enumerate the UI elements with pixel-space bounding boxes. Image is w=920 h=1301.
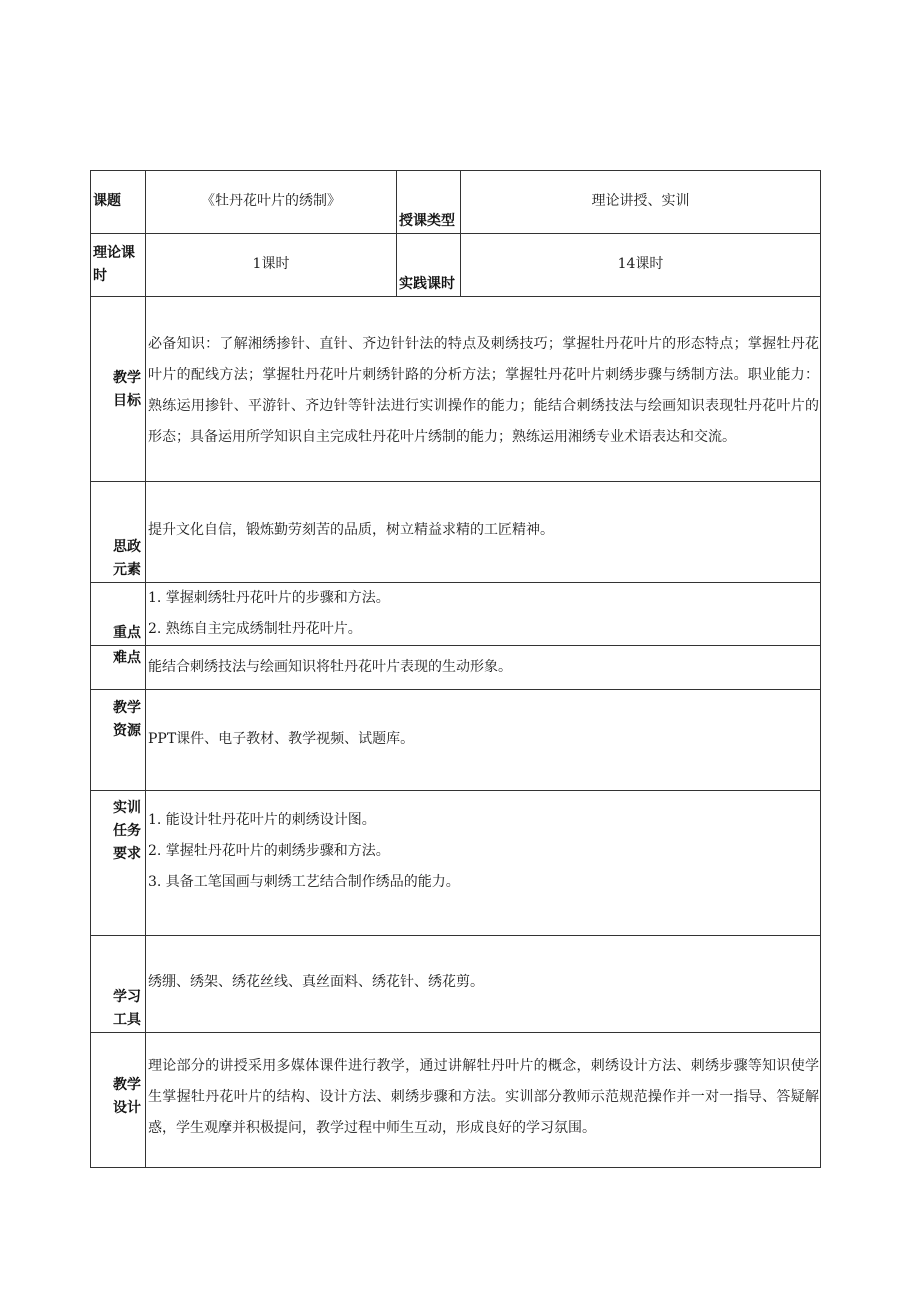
objectives-text: 必备知识：了解湘绣掺针、直针、齐边针针法的特点及刺绣技巧；掌握牡丹花叶片的形态特点；掌握牡丹花叶片的配线方法；掌握牡丹花叶片刺绣针路的分析方法；掌握牡丹花叶片刺绣步骤与绣制方法。职业能力：熟练运用掺针、平游针、齐边针等针法进行实训操作的能力；能结合刺绣技法与绘画知识表现牡丹花叶片的形态；具备运用所学知识自主完成牡丹花叶片绣制的能力；熟练运用湘绣专业术语表达和交流。 bbox=[148, 336, 819, 445]
resources-label-line1: 教学 bbox=[113, 700, 141, 716]
row-topic bbox=[91, 171, 821, 234]
design-content bbox=[146, 1033, 821, 1168]
key-point-item-1: 1. 掌握刺绣牡丹花叶片的步骤和方法。 bbox=[148, 590, 390, 606]
training-item-2: 2. 掌握牡丹花叶片的刺绣步骤和方法。 bbox=[148, 843, 390, 859]
resources-label bbox=[91, 690, 146, 791]
tools-label-line2: 工具 bbox=[113, 1012, 141, 1028]
design-label-line2: 设计 bbox=[113, 1100, 141, 1116]
training-item-3: 3. 具备工笔国画与刺绣工艺结合制作绣品的能力。 bbox=[148, 874, 460, 890]
training-content bbox=[146, 791, 821, 936]
ideology-label bbox=[91, 482, 146, 583]
tools-content bbox=[146, 936, 821, 1033]
design-text: 理论部分的讲授采用多媒体课件进行教学，通过讲解牡丹叶片的概念，刺绣设计方法、刺绣步骤等知识使学生掌握牡丹花叶片的结构、设计方法、刺绣步骤和方法。实训部分教师示范规范操作并一对一指导、答疑解惑，学生观摩并积极提问，教学过程中师生互动，形成良好的学习氛围。 bbox=[148, 1058, 819, 1136]
row-resources bbox=[91, 690, 821, 791]
type-label: 授课类型 bbox=[397, 171, 461, 234]
design-label-line1: 教学 bbox=[113, 1077, 141, 1093]
row-tools bbox=[91, 936, 821, 1033]
design-label bbox=[91, 1033, 146, 1168]
training-item-1: 1. 能设计牡丹花叶片的刺绣设计图。 bbox=[148, 812, 376, 828]
tools-label bbox=[91, 936, 146, 1033]
objectives-label bbox=[91, 297, 146, 482]
resources-content bbox=[146, 690, 821, 791]
practice-hours-label: 实践课时 bbox=[397, 234, 461, 297]
row-training bbox=[91, 791, 821, 936]
ideology-text: 提升文化自信，锻炼勤劳刻苦的品质，树立精益求精的工匠精神。 bbox=[148, 522, 554, 538]
training-label bbox=[91, 791, 146, 936]
ideology-label-line2: 元素 bbox=[113, 562, 141, 578]
ideology-label-line1: 思政 bbox=[113, 539, 141, 555]
objectives-label-line2: 目标 bbox=[113, 393, 141, 409]
difficulties-content bbox=[146, 646, 821, 690]
resources-text: PPT课件、电子教材、教学视频、试题库。 bbox=[148, 731, 415, 747]
difficulties-text: 能结合刺绣技法与绘画知识将牡丹花叶片表现的生动形象。 bbox=[148, 659, 512, 675]
row-ideology bbox=[91, 482, 821, 583]
lesson-plan-table bbox=[90, 170, 821, 1168]
row-objectives bbox=[91, 297, 821, 482]
training-label-line3: 要求 bbox=[113, 846, 141, 862]
topic-label: 课题 bbox=[91, 171, 146, 234]
practice-hours-value: 14课时 bbox=[461, 234, 821, 297]
training-label-line2: 任务 bbox=[113, 823, 141, 839]
row-hours bbox=[91, 234, 821, 297]
objectives-label-line1: 教学 bbox=[113, 370, 141, 386]
theory-hours-label-line2: 时 bbox=[93, 268, 107, 284]
difficulties-label: 难点 bbox=[91, 646, 146, 690]
training-label-line1: 实训 bbox=[113, 800, 141, 816]
topic-value: 《牡丹花叶片的绣制》 bbox=[146, 171, 397, 234]
row-key-points bbox=[91, 583, 821, 646]
type-value: 理论讲授、实训 bbox=[461, 171, 821, 234]
theory-hours-label-line1: 理论课 bbox=[93, 245, 135, 261]
key-point-item-2: 2. 熟练自主完成绣制牡丹花叶片。 bbox=[148, 621, 362, 637]
key-points-content bbox=[146, 583, 821, 646]
row-difficulties bbox=[91, 646, 821, 690]
theory-hours-value: 1课时 bbox=[146, 234, 397, 297]
ideology-content bbox=[146, 482, 821, 583]
key-points-label: 重点 bbox=[91, 583, 146, 646]
theory-hours-label bbox=[91, 234, 146, 297]
resources-label-line2: 资源 bbox=[113, 723, 141, 739]
tools-label-line1: 学习 bbox=[113, 989, 141, 1005]
objectives-content bbox=[146, 297, 821, 482]
tools-text: 绣绷、绣架、绣花丝线、真丝面料、绣花针、绣花剪。 bbox=[148, 974, 484, 990]
row-design bbox=[91, 1033, 821, 1168]
